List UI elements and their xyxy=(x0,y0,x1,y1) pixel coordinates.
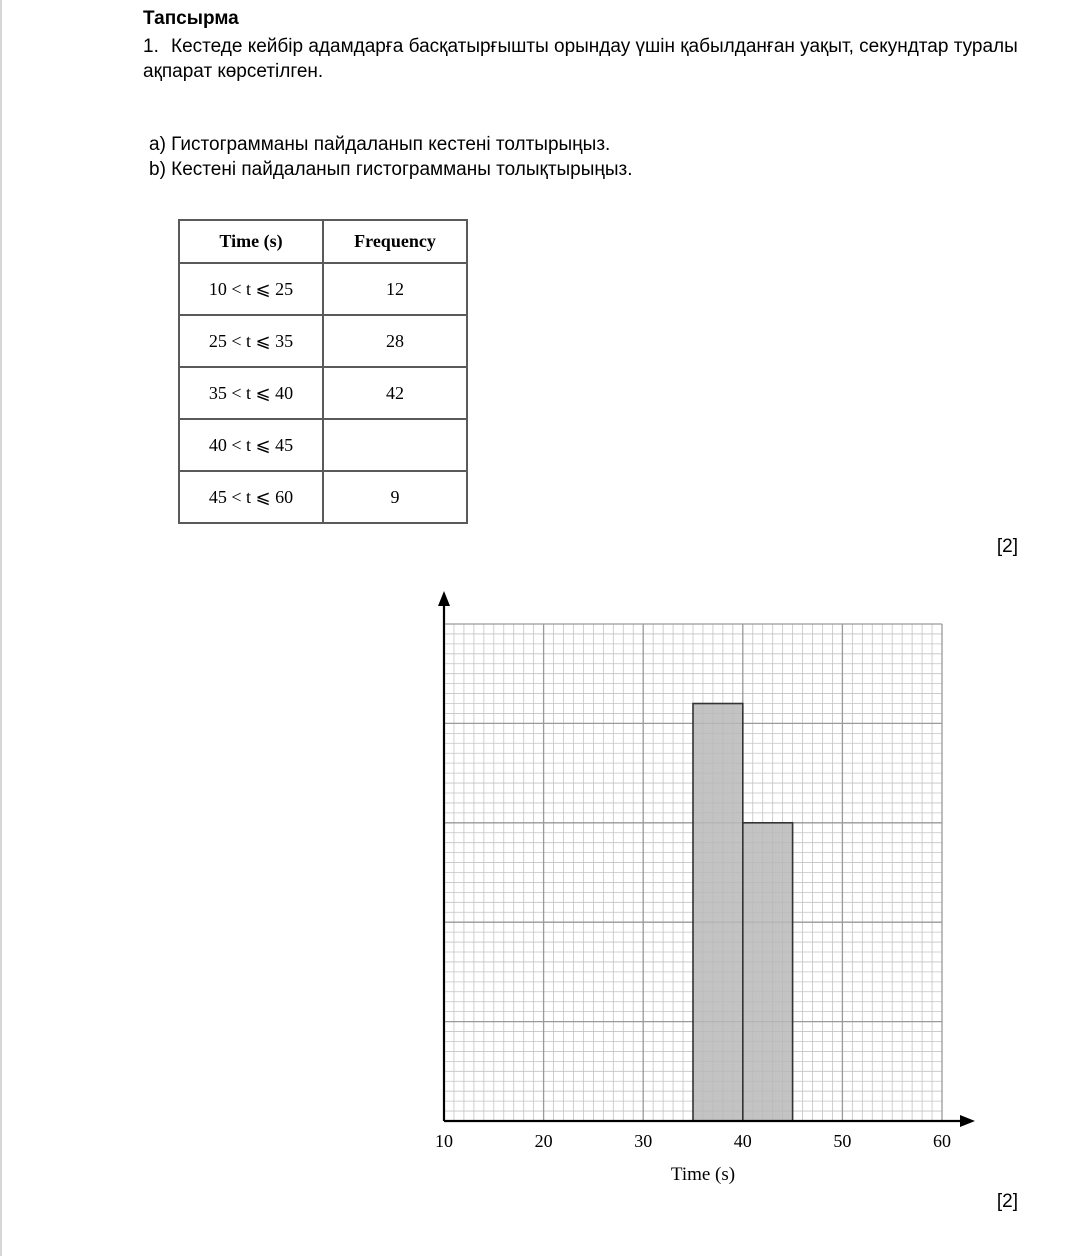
x-tick-label: 50 xyxy=(833,1131,852,1151)
x-tick-label: 30 xyxy=(634,1131,653,1151)
header-time: Time (s) xyxy=(179,220,323,263)
x-tick-label: 20 xyxy=(534,1131,553,1151)
interval-cell: 10 < t ⩽ 25 xyxy=(179,263,323,315)
y-axis-arrow-icon xyxy=(438,591,450,606)
histogram-bar xyxy=(693,704,743,1121)
task-b: b) Кестені пайдаланып гистограмманы толықтырыңыз. xyxy=(149,159,633,180)
frequency-cell: 9 xyxy=(323,471,467,523)
header-frequency: Frequency xyxy=(323,220,467,263)
task-heading: Тапсырма xyxy=(143,8,239,29)
interval-cell: 45 < t ⩽ 60 xyxy=(179,471,323,523)
question-number: 1. xyxy=(143,36,159,57)
task-a: a) Гистограмманы пайдаланып кестені толтырыңыз. xyxy=(149,134,611,155)
x-axis-label: Time (s) xyxy=(670,1164,736,1185)
x-tick-label: 40 xyxy=(733,1131,752,1151)
x-tick-labels xyxy=(435,1131,951,1151)
interval-cell: 35 < t ⩽ 40 xyxy=(179,367,323,419)
frequency-cell: 28 xyxy=(323,315,467,367)
x-axis-arrow-icon xyxy=(960,1115,975,1127)
interval-cell: 40 < t ⩽ 45 xyxy=(179,419,323,471)
marks-part-b: [2] xyxy=(996,1191,1018,1212)
histogram-bar xyxy=(743,823,793,1121)
interval-cell: 25 < t ⩽ 35 xyxy=(179,315,323,367)
histogram-bars xyxy=(693,704,793,1121)
frequency-cell: 42 xyxy=(323,367,467,419)
x-tick-label: 10 xyxy=(435,1131,453,1151)
frequency-cell: 12 xyxy=(323,263,467,315)
question-text: Кестеде кейбір адамдарға басқатырғышты орындау үшін қабылданған уақыт, секундтар туралы ақпарат көрсетілген. xyxy=(143,36,1018,82)
x-tick-label: 60 xyxy=(933,1131,951,1151)
marks-part-a: [2] xyxy=(996,536,1018,557)
